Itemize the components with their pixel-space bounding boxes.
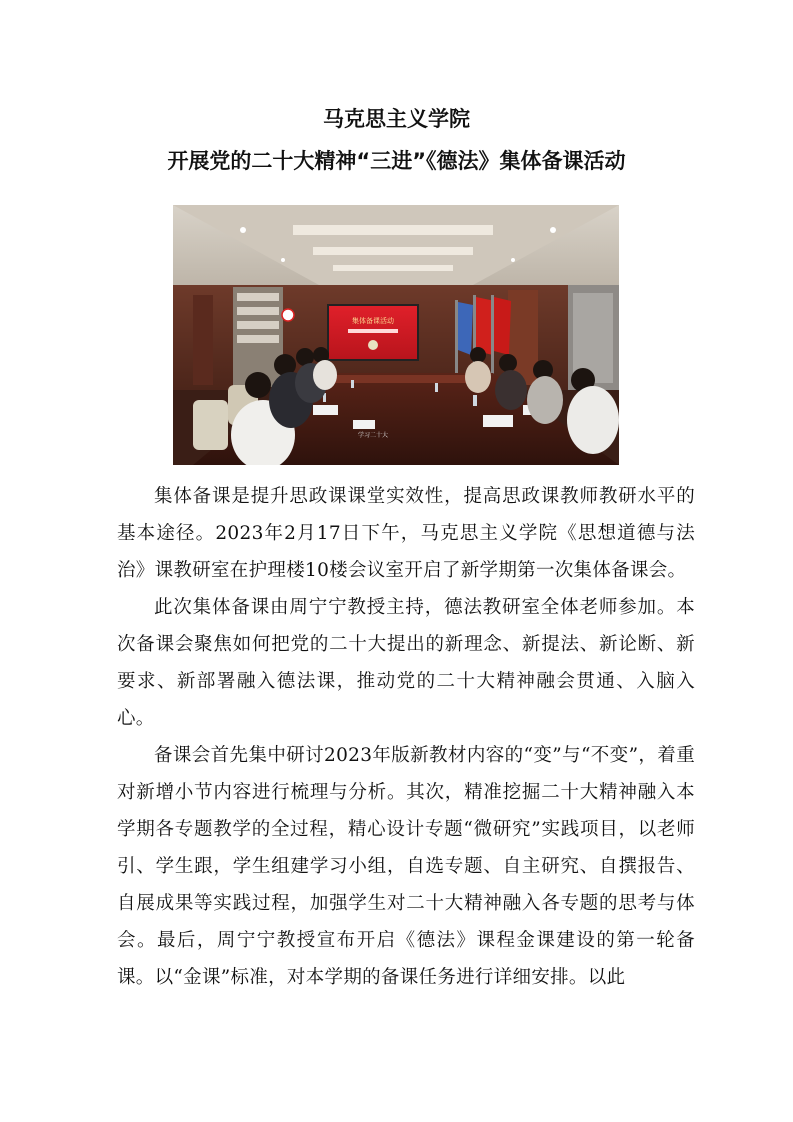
paragraph-1: 集体备课是提升思政课课堂实效性，提高思政课教师教研水平的基本途径。2023年2月17日下午，马克思主义学院《思想道德与法治》课教研室在护理楼10楼会议室开启了新学期第一次集体备课会。: [117, 486, 695, 581]
paragraph-3: 备课会首先集中研讨2023年版新教材内容的“变”与“不变”，着重对新增小节内容进行梳理与分析。其次，精准挖掘二十大精神融入本学期各专题教学的全过程，精心设计专题“微研究”实践项目，以老师引、学生跟，学生组建学习小组，自选专题、自主研究、自撰报告、自展成果等实践过程，加强学生对二十大精神融入各专题的思考与体会。最后，周宁宁教授宣布开启《德法》课程金课建设的第一轮备课。以“金课”标准，对本学期的备课任务进行详细安排。以此: [117, 745, 695, 988]
meeting-photo: [173, 205, 619, 465]
article-body: [117, 478, 695, 996]
screen-caption: 集体备课活动: [352, 317, 394, 325]
article-title-line2: 开展党的二十大精神“三进”《德法》集体备课活动: [167, 149, 626, 173]
desk-card-text: 学习二十大: [357, 432, 389, 439]
article-title-line1: 马克思主义学院: [323, 107, 470, 131]
paragraph-2: 此次集体备课由周宁宁教授主持，德法教研室全体老师参加。本次备课会聚焦如何把党的二十大提出的新理念、新提法、新论断、新要求、新部署融入德法课，推动党的二十大精神融会贯通、入脑入心。: [117, 597, 695, 729]
